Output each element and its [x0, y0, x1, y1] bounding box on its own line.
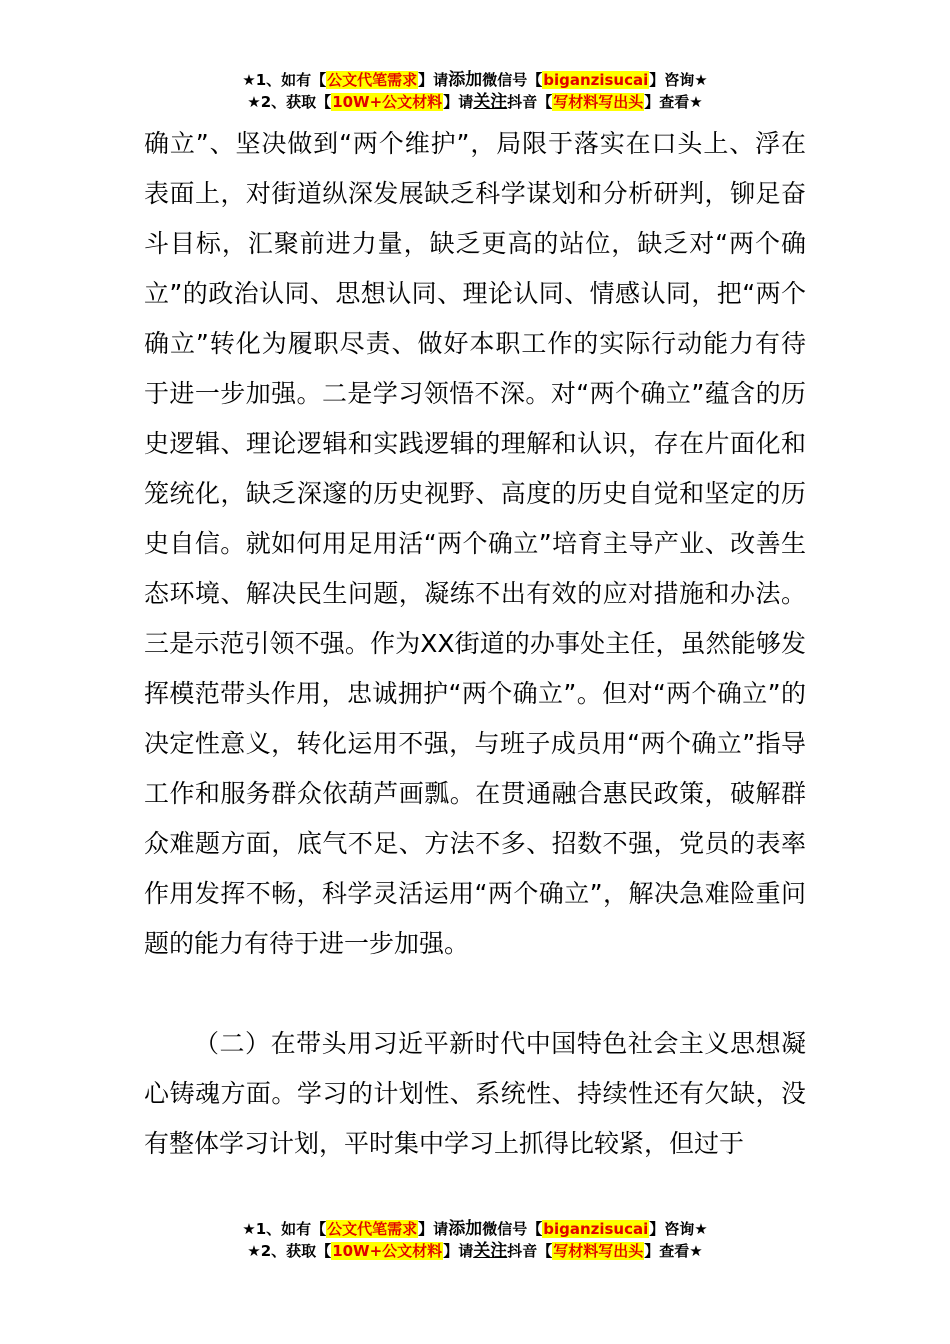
- star-icon: ★: [689, 93, 703, 111]
- footer-banner: [0, 1218, 950, 1262]
- header-banner: [0, 69, 950, 113]
- highlight-materials: 10W+公文材料: [332, 93, 443, 111]
- star-icon: ★: [694, 1220, 708, 1238]
- highlight-wechat-id: biganzisucai: [543, 71, 649, 89]
- star-icon: ★: [242, 71, 256, 89]
- body-paragraph-2: （二）在带头用习近平新时代中国特色社会主义思想凝心铸魂方面。学习的计划性、系统性、持续性还有欠缺，没有整体学习计划，平时集中学习上抓得比较紧，但过于: [144, 1029, 806, 1158]
- footer-banner-line-1: ★1、如有【公文代笔需求】请添加微信号【biganzisucai】咨询★: [242, 1219, 708, 1239]
- document-body: [144, 119, 806, 1169]
- star-icon: ★: [247, 93, 261, 111]
- highlight-materials: 10W+公文材料: [332, 1242, 443, 1260]
- header-banner-line-1: ★1、如有【公文代笔需求】请添加微信号【biganzisucai】咨询★: [242, 70, 708, 90]
- highlight-wechat-id: biganzisucai: [543, 1220, 649, 1238]
- footer-banner-line-2: ★2、获取【10W+公文材料】请关注抖音【写材料写出头】查看★: [247, 1241, 703, 1261]
- star-icon: ★: [694, 71, 708, 89]
- star-icon: ★: [689, 1242, 703, 1260]
- highlight-douyin: 写材料写出头: [553, 1242, 644, 1260]
- body-paragraph-1: 确立”、坚决做到“两个维护”，局限于落实在口头上、浮在表面上，对街道纵深发展缺乏科学谋划和分析研判，铆足奋斗目标，汇聚前进力量，缺乏更高的站位，缺乏对“两个确立”的政治认同、思想认同、理论认同、情感认同，把“两个确立”转化为履职尽责、做好本职工作的实际行动能力有待于进一步加强。二是学习领悟不深。对“两个确立”蕴含的历史逻辑、理论逻辑和实践逻辑的理解和认识，存在片面化和笼统化，缺乏深邃的历史视野、高度的历史自觉和坚定的历史自信。就如何用足用活“两个确立”培育主导产业、改善生态环境、解决民生问题，凝练不出有效的应对措施和办法。三是示范引领不强。作为XX街道的办事处主任，虽然能够发挥模范带头作用，忠诚拥护“两个确立”。但对“两个确立”的决定性意义，转化运用不强，与班子成员用“两个确立”指导工作和服务群众依葫芦画瓢。在贯通融合惠民政策，破解群众难题方面，底气不足、方法不多、招数不强，党员的表率作用发挥不畅，科学灵活运用“两个确立”，解决急难险重问题的能力有待于进一步加强。: [144, 129, 806, 958]
- highlight-service: 公文代笔需求: [327, 71, 418, 89]
- star-icon: ★: [247, 1242, 261, 1260]
- highlight-douyin: 写材料写出头: [553, 93, 644, 111]
- header-banner-line-2: ★2、获取【10W+公文材料】请关注抖音【写材料写出头】查看★: [247, 92, 703, 112]
- highlight-service: 公文代笔需求: [327, 1220, 418, 1238]
- star-icon: ★: [242, 1220, 256, 1238]
